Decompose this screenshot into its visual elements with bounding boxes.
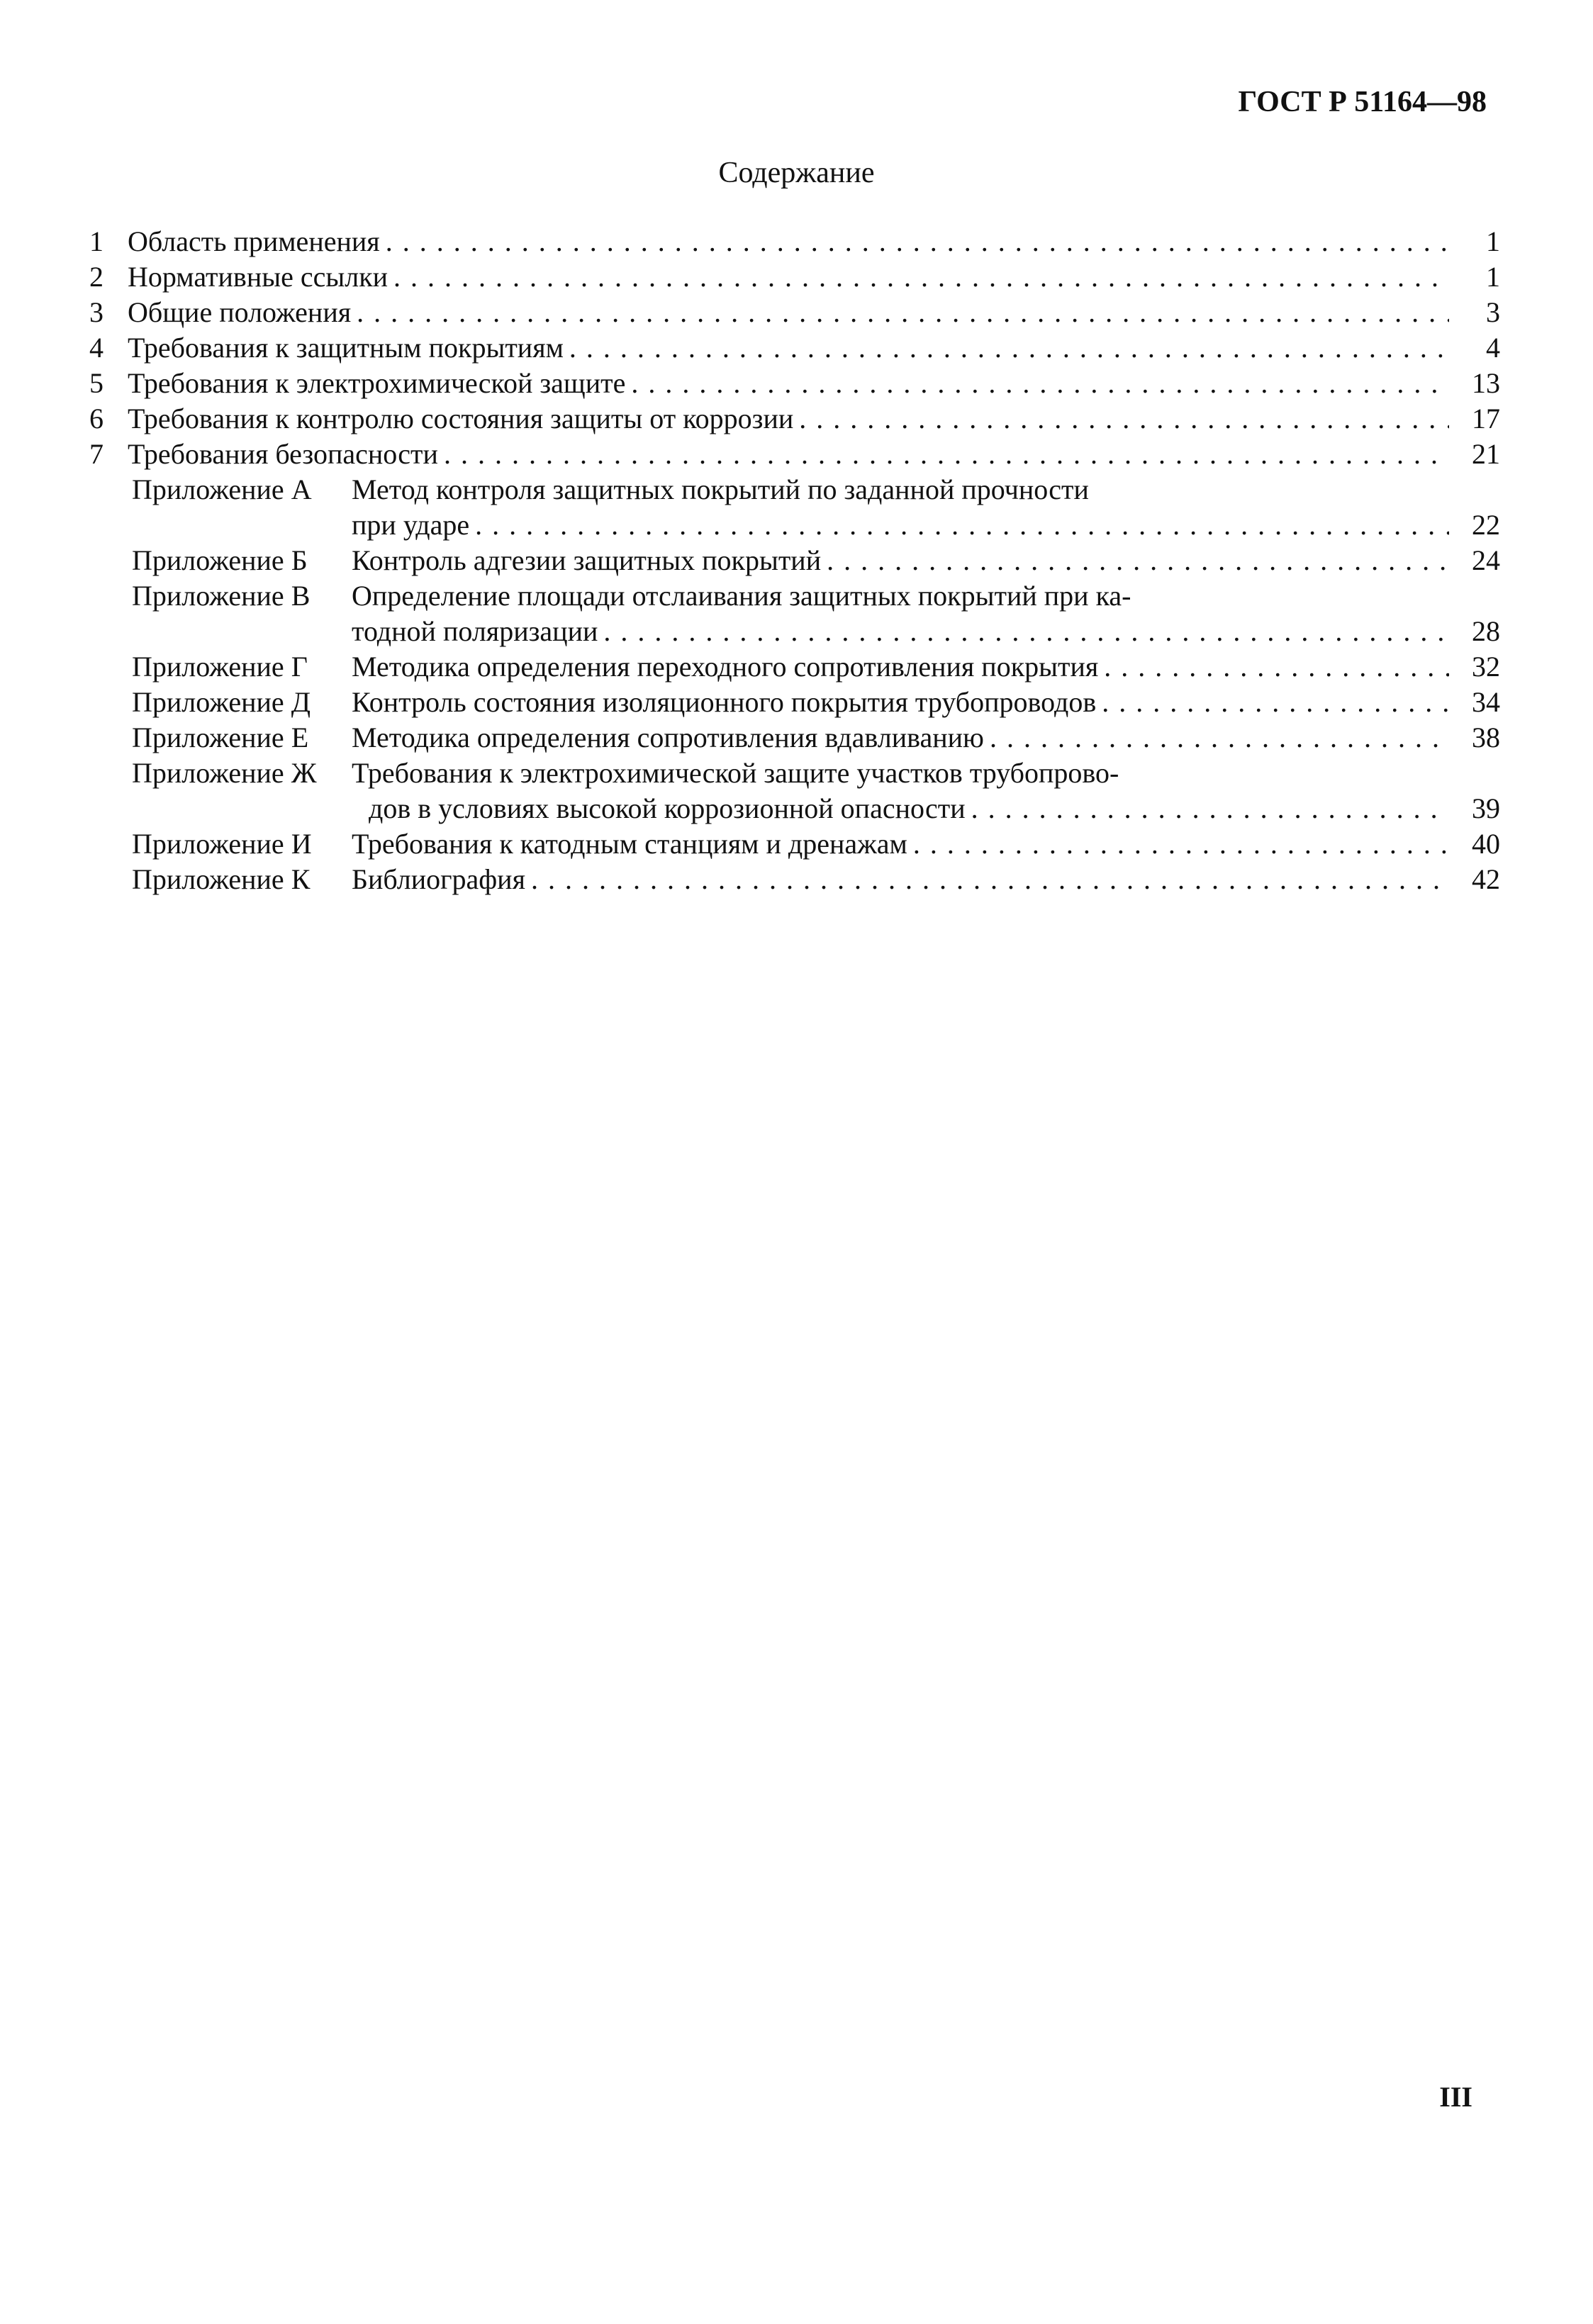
toc-entry-title: Область применения — [128, 225, 380, 257]
toc-entry-page: 17 — [1472, 403, 1500, 434]
toc-entry-page: 39 — [1472, 792, 1500, 824]
dot-leader — [631, 366, 1449, 401]
appendix-prefix: Приложение Г — [132, 651, 308, 683]
toc-entry-title: Требования к контролю состояния защиты от коррозии — [128, 403, 794, 434]
toc-entry-title: Требования к защитным покрытиям — [128, 332, 564, 364]
toc-appendix-i[interactable] — [89, 826, 1500, 862]
appendix-prefix: Приложение К — [132, 863, 311, 895]
toc-appendix-zh-cont[interactable] — [89, 791, 1500, 826]
toc-entry-title: Требования безопасности — [128, 438, 438, 470]
appendix-title-line2: дов в условиях высокой коррозионной опасности — [369, 792, 966, 824]
toc-appendix-a[interactable] — [89, 472, 1500, 507]
toc-title: Содержание — [718, 157, 875, 189]
appendix-prefix: Приложение Д — [132, 686, 311, 718]
toc-entry-page: 42 — [1472, 863, 1500, 895]
toc-appendix-zh[interactable] — [89, 756, 1500, 791]
dot-leader — [393, 259, 1449, 295]
toc-entry-3[interactable] — [89, 295, 1500, 330]
appendix-prefix: Приложение Ж — [132, 757, 317, 789]
table-of-contents — [89, 224, 1500, 897]
toc-appendix-v-cont[interactable] — [89, 614, 1500, 649]
dot-leader — [799, 401, 1449, 437]
appendix-prefix: Приложение И — [132, 828, 312, 860]
toc-appendix-b[interactable] — [89, 543, 1500, 578]
toc-entry-number: 1 — [89, 225, 104, 257]
toc-appendix-a-cont[interactable] — [89, 507, 1500, 543]
appendix-title-line1: Требования к электрохимической защите участков трубопрово- — [352, 757, 1119, 789]
toc-appendix-d[interactable] — [89, 685, 1500, 720]
toc-entry-number: 7 — [89, 438, 104, 470]
toc-entry-page: 34 — [1472, 686, 1500, 718]
appendix-prefix: Приложение В — [132, 580, 311, 612]
toc-entry-page: 40 — [1472, 828, 1500, 860]
appendix-title-line2: тодной поляризации — [352, 615, 598, 647]
dot-leader — [1102, 685, 1449, 720]
toc-appendix-e[interactable] — [89, 720, 1500, 756]
toc-entry-page: 21 — [1472, 438, 1500, 470]
appendix-prefix: Приложение Б — [132, 544, 308, 576]
toc-entry-number: 6 — [89, 403, 104, 434]
toc-entry-page: 24 — [1472, 544, 1500, 576]
appendix-title-line2: при ударе — [352, 509, 470, 541]
dot-leader — [971, 791, 1449, 826]
toc-entry-page: 3 — [1486, 296, 1500, 328]
dot-leader — [827, 543, 1449, 578]
dot-leader — [990, 720, 1449, 756]
toc-entry-number: 4 — [89, 332, 104, 364]
toc-entry-page: 1 — [1486, 225, 1500, 257]
appendix-title: Контроль состояния изоляционного покрытия трубопроводов — [352, 686, 1097, 718]
toc-entry-page: 13 — [1472, 367, 1500, 399]
dot-leader — [531, 862, 1449, 897]
toc-appendix-k[interactable] — [89, 862, 1500, 897]
toc-entry-number: 3 — [89, 296, 104, 328]
appendix-prefix: Приложение А — [132, 473, 312, 505]
toc-entry-number: 2 — [89, 261, 104, 293]
appendix-title-line1: Метод контроля защитных покрытий по заданной прочности — [352, 473, 1089, 505]
toc-entry-page: 1 — [1486, 261, 1500, 293]
toc-entry-6[interactable] — [89, 401, 1500, 437]
toc-entry-4[interactable] — [89, 330, 1500, 366]
dot-leader — [569, 330, 1449, 366]
appendix-title: Методика определения переходного сопротивления покрытия — [352, 651, 1099, 683]
dot-leader — [475, 507, 1449, 543]
appendix-title: Библиография — [352, 863, 525, 895]
toc-entry-2[interactable] — [89, 259, 1500, 295]
toc-entry-title: Общие положения — [128, 296, 352, 328]
toc-entry-page: 28 — [1472, 615, 1500, 647]
dot-leader — [386, 224, 1449, 259]
toc-entry-page: 4 — [1486, 332, 1500, 364]
appendix-title-line1: Определение площади отслаивания защитных покрытий при ка- — [352, 580, 1131, 612]
toc-entry-number: 5 — [89, 367, 104, 399]
appendix-title: Методика определения сопротивления вдавливанию — [352, 722, 984, 753]
toc-entry-page: 38 — [1472, 722, 1500, 753]
toc-entry-page: 32 — [1472, 651, 1500, 683]
appendix-title: Контроль адгезии защитных покрытий — [352, 544, 822, 576]
toc-entry-page: 22 — [1472, 509, 1500, 541]
toc-entry-title: Нормативные ссылки — [128, 261, 389, 293]
dot-leader — [603, 614, 1449, 649]
dot-leader — [913, 826, 1449, 862]
dot-leader — [357, 295, 1449, 330]
page-number: III — [1439, 2081, 1472, 2113]
standard-code: ГОСТ Р 51164—98 — [1238, 86, 1487, 118]
dot-leader — [1104, 649, 1449, 685]
toc-entry-title: Требования к электрохимической защите — [128, 367, 626, 399]
toc-entry-5[interactable] — [89, 366, 1500, 401]
dot-leader — [444, 437, 1449, 472]
appendix-prefix: Приложение Е — [132, 722, 309, 753]
appendix-title: Требования к катодным станциям и дренажам — [352, 828, 907, 860]
toc-appendix-v[interactable] — [89, 578, 1500, 614]
toc-entry-7[interactable] — [89, 437, 1500, 472]
toc-appendix-g[interactable] — [89, 649, 1500, 685]
toc-entry-1[interactable] — [89, 224, 1500, 259]
